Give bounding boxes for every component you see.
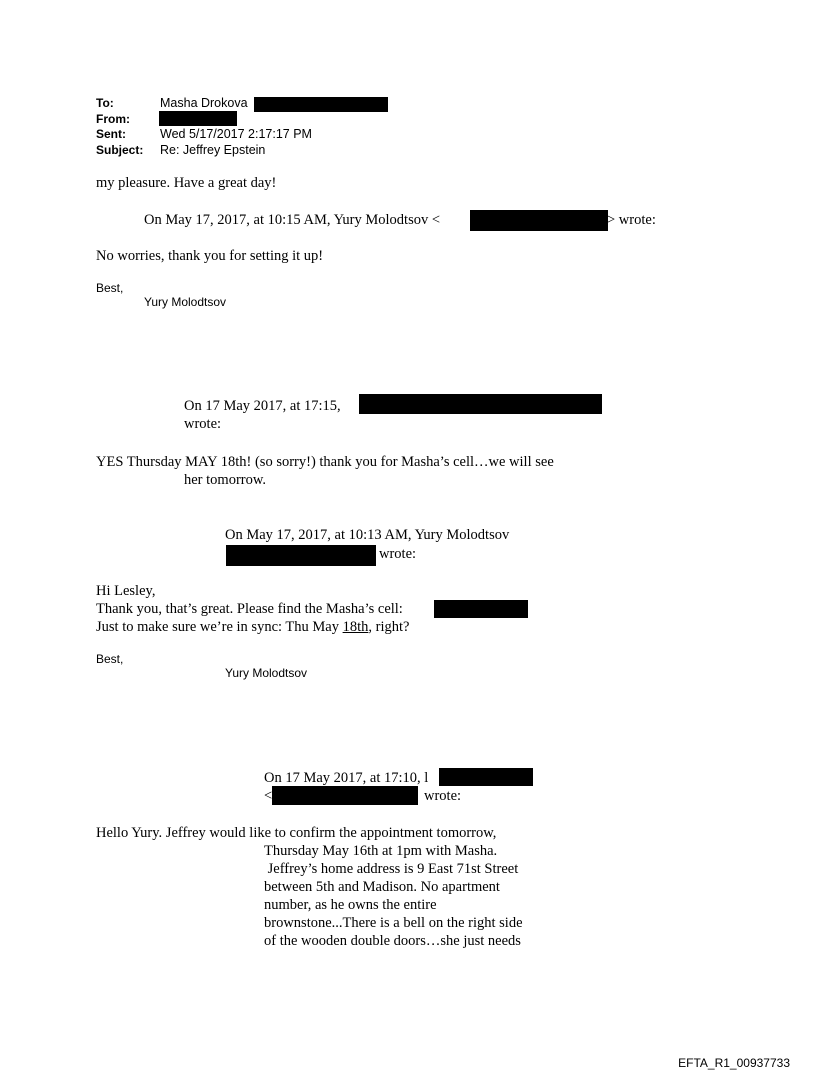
- reply-4-line-2: Thank you, that’s great. Please find the Masha’s cell:: [96, 601, 403, 617]
- quote-4-line-2-prefix: <: [264, 788, 273, 804]
- quote-4-line-1: On 17 May 2017, at 17:10, l: [264, 770, 429, 786]
- redaction-quote-1-email: [470, 210, 608, 231]
- redaction-quote-4-email: [272, 786, 418, 805]
- subject-label: Subject:: [96, 143, 144, 157]
- signature-1-best: Best,: [96, 281, 124, 295]
- redaction-to-email: [254, 97, 388, 112]
- reply-5-line-2: Thursday May 16th at 1pm with Masha.: [264, 843, 498, 859]
- redaction-masha-cell: [434, 600, 528, 618]
- from-label: From:: [96, 112, 130, 126]
- sent-value: Wed 5/17/2017 2:17:17 PM: [160, 127, 312, 141]
- redaction-from: [159, 111, 237, 126]
- quote-1-prefix: On May 17, 2017, at 10:15 AM, Yury Molodtsov <: [144, 212, 441, 228]
- reply-1: my pleasure. Have a great day!: [96, 175, 277, 191]
- redaction-quote-3-email: [226, 545, 376, 566]
- to-value: Masha Drokova: [160, 96, 248, 110]
- reply-5-line-7: of the wooden double doors…she just needs: [264, 933, 521, 949]
- reply-2: No worries, thank you for setting it up!: [96, 248, 324, 264]
- reply-5-line-4: between 5th and Madison. No apartment: [264, 879, 500, 895]
- reply-3-line-2: her tomorrow.: [184, 472, 267, 488]
- reply-4-line-1: Hi Lesley,: [96, 583, 156, 599]
- quote-2-line-1: On 17 May 2017, at 17:15,: [184, 398, 341, 414]
- reply-3-line-1: YES Thursday MAY 18th! (so sorry!) thank you for Masha’s cell…we will see: [96, 454, 554, 470]
- reply-5-line-6: brownstone...There is a bell on the right side: [264, 915, 523, 931]
- redaction-quote-2-sender: [359, 394, 602, 414]
- quote-4-line-2-suffix: wrote:: [424, 788, 462, 804]
- signature-2-name: Yury Molodtsov: [225, 666, 308, 680]
- signature-2-best: Best,: [96, 652, 124, 666]
- redaction-quote-4-sender: [439, 768, 533, 786]
- reply-4-line-3: Just to make sure we’re in sync: Thu May 18th, right?: [96, 619, 410, 635]
- subject-value: Re: Jeffrey Epstein: [160, 143, 266, 157]
- reply-5-line-5: number, as he owns the entire: [264, 897, 437, 913]
- quote-3-line-1: On May 17, 2017, at 10:13 AM, Yury Molodtsov: [225, 527, 510, 543]
- to-label: To:: [96, 96, 114, 110]
- quote-3-line-2: wrote:: [379, 546, 417, 562]
- quote-1-suffix: > wrote:: [607, 212, 656, 228]
- document-id: EFTA_R1_00937733: [678, 1056, 790, 1070]
- reply-5-line-3: Jeffrey’s home address is 9 East 71st Street: [264, 861, 519, 877]
- sent-label: Sent:: [96, 127, 126, 141]
- signature-1-name: Yury Molodtsov: [144, 295, 227, 309]
- quote-2-line-2: wrote:: [184, 416, 222, 432]
- reply-5-line-1: Hello Yury. Jeffrey would like to confirm the appointment tomorrow,: [96, 825, 497, 841]
